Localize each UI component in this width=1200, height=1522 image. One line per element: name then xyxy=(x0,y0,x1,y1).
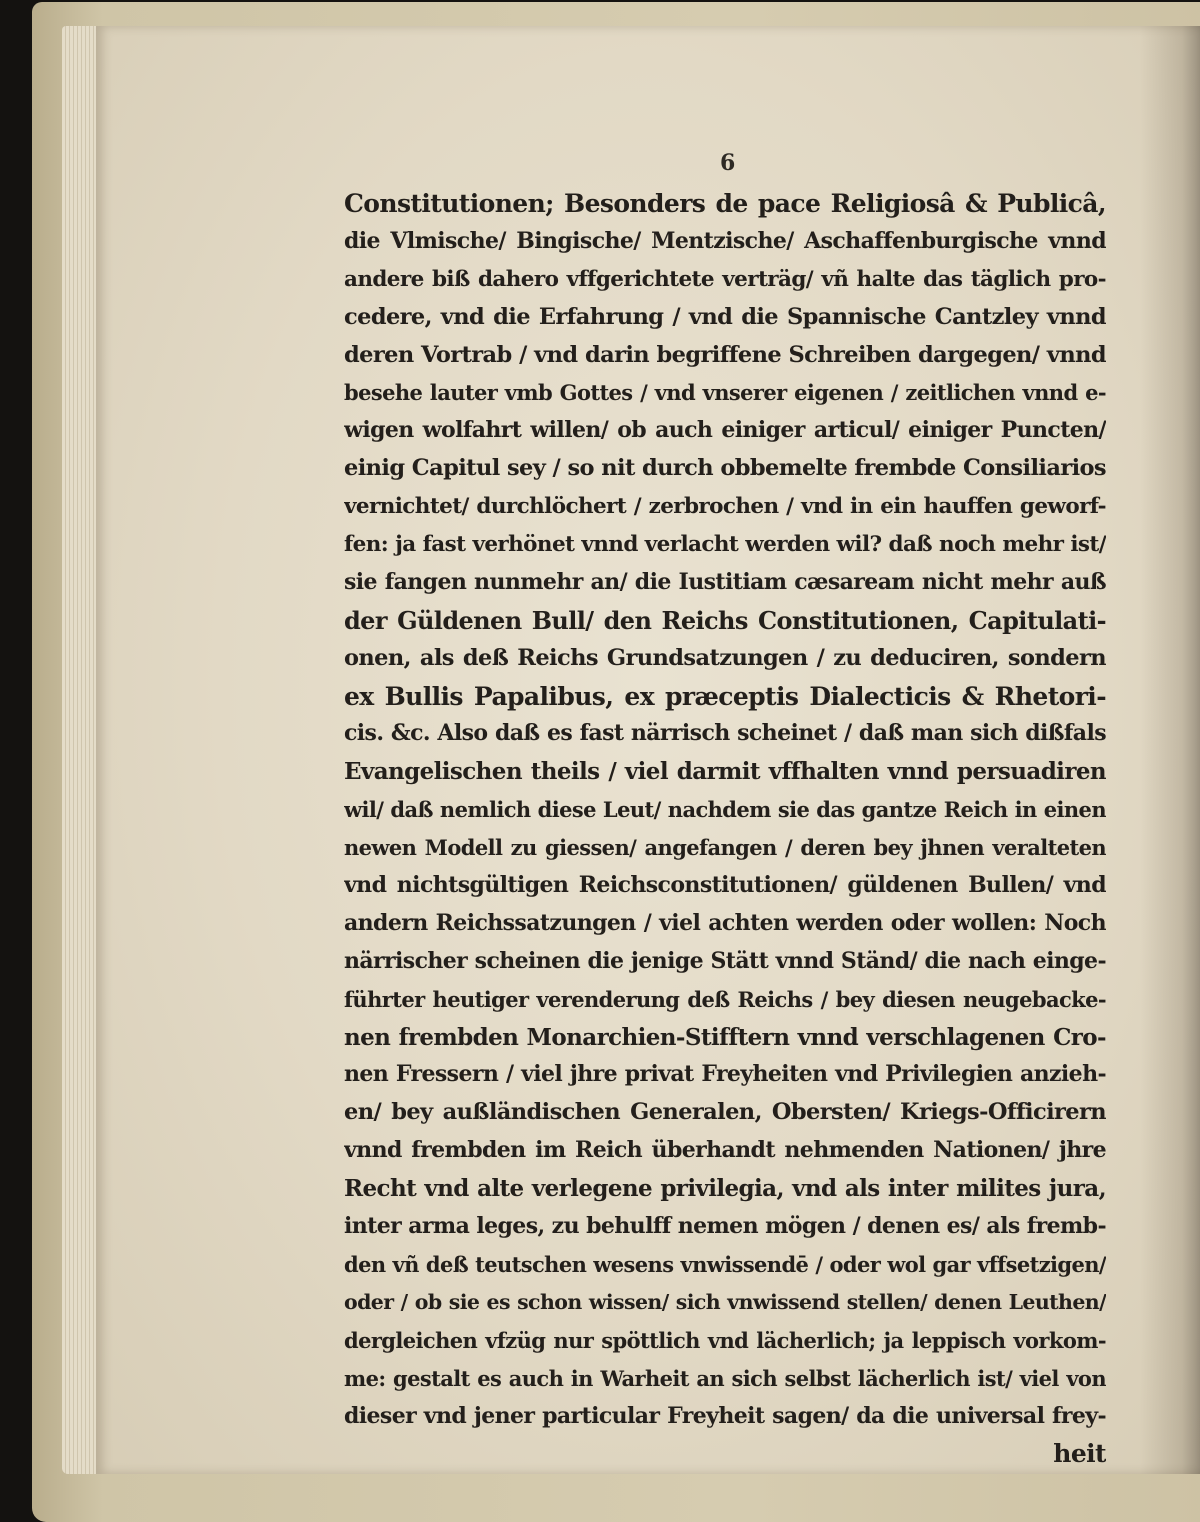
text-line: fen: ja fast verhönet vnnd verlacht werden wil? daß noch mehr ist/ xyxy=(344,532,1106,558)
text-line: närrischer scheinen die jenige Stätt vnnd Ständ/ die nach einge- xyxy=(344,947,1106,974)
text-line: inter arma leges, zu behulff nemen mögen / denen es/ als fremb- xyxy=(344,1213,1106,1240)
page-number: 6 xyxy=(720,150,736,176)
text-line: besehe lauter vmb Gottes / vnd vnserer eigenen / zeitlichen vnnd e- xyxy=(344,380,1106,406)
text-line: nen Fressern / viel jhre privat Freyheiten vnd Privilegien anzieh- xyxy=(344,1061,1106,1088)
text-line: führter heutiger verenderung deß Reichs / bey diesen neugebacke- xyxy=(344,986,1106,1012)
text-line: me: gestalt es auch in Warheit an sich selbst lächerlich ist/ viel von xyxy=(344,1365,1106,1391)
text-block xyxy=(344,185,1106,1473)
text-line: ex Bullis Papalibus, ex præceptis Dialecticis & Rhetori- xyxy=(344,681,1106,711)
text-line: einig Capitul sey / so nit durch obbemelte frembde Consiliarios xyxy=(344,455,1106,482)
text-line: cis. &c. Also daß es fast närrisch scheinet / daß man sich dißfals xyxy=(344,720,1106,747)
text-line: andere biß dahero vffgerichtete verträg/ vñ halte das täglich pro- xyxy=(344,266,1106,292)
text-line: den vñ deß teutschen wesens vnwissendē / oder wol gar vffsetzigen/ xyxy=(344,1251,1106,1277)
text-line: newen Modell zu giessen/ angefangen / deren bey jhnen veralteten xyxy=(344,835,1106,861)
text-line: andern Reichssatzungen / viel achten werden oder wollen: Noch xyxy=(344,909,1106,936)
text-line: dergleichen vfzüg nur spöttlich vnd lächerlich; ja leppisch vorkom- xyxy=(344,1327,1106,1353)
text-line: nen frembden Monarchien-Stifftern vnnd verschlagenen Cro- xyxy=(344,1023,1106,1051)
text-line: oder / ob sie es schon wissen/ sich vnwissend stellen/ denen Leuthen/ xyxy=(344,1289,1106,1314)
text-line: der Güldenen Bull/ den Reichs Constitutionen, Capitulati- xyxy=(344,605,1106,635)
catchword: heit xyxy=(1053,1439,1106,1469)
text-line: dieser vnd jener particular Freyheit sagen/ da die universal frey- xyxy=(344,1402,1106,1429)
text-line: wigen wolfahrt willen/ ob auch einiger articul/ einiger Puncten/ xyxy=(344,417,1106,444)
text-line: vnnd frembden im Reich überhandt nehmenden Nationen/ jhre xyxy=(344,1137,1106,1164)
text-line: onen, als deß Reichs Grundsatzungen / zu deduciren, sondern xyxy=(344,644,1106,671)
text-line: wil/ daß nemlich diese Leut/ nachdem sie das gantze Reich in einen xyxy=(344,797,1106,823)
text-line: Evangelischen theils / viel darmit vffhalten vnnd persuadiren xyxy=(344,758,1106,786)
text-line: vnd nichtsgültigen Reichsconstitutionen/ güldenen Bullen/ vnd xyxy=(344,872,1106,899)
text-line: cedere, vnd die Erfahrung / vnd die Spannische Cantzley vnnd xyxy=(344,303,1106,330)
text-line: en/ bey außländischen Generalen, Obersten/ Kriegs-Officirern xyxy=(344,1099,1106,1126)
text-line: deren Vortrab / vnd darin begriffene Schreiben dargegen/ vnnd xyxy=(344,341,1106,368)
text-line: die Vlmische/ Bingische/ Mentzische/ Aschaffenburgische vnnd xyxy=(344,227,1106,254)
text-line: Recht vnd alte verlegene privilegia, vnd als inter milites jura, xyxy=(344,1175,1106,1203)
gutter-shadow xyxy=(1140,26,1200,1474)
text-line: Constitutionen; Besonders de pace Religiosâ & Publicâ, xyxy=(344,189,1106,218)
text-line: sie fangen nunmehr an/ die Iustitiam cæsaream nicht mehr auß xyxy=(344,568,1106,595)
text-line: vernichtet/ durchlöchert / zerbrochen / vnd in ein hauffen geworf- xyxy=(344,494,1106,520)
